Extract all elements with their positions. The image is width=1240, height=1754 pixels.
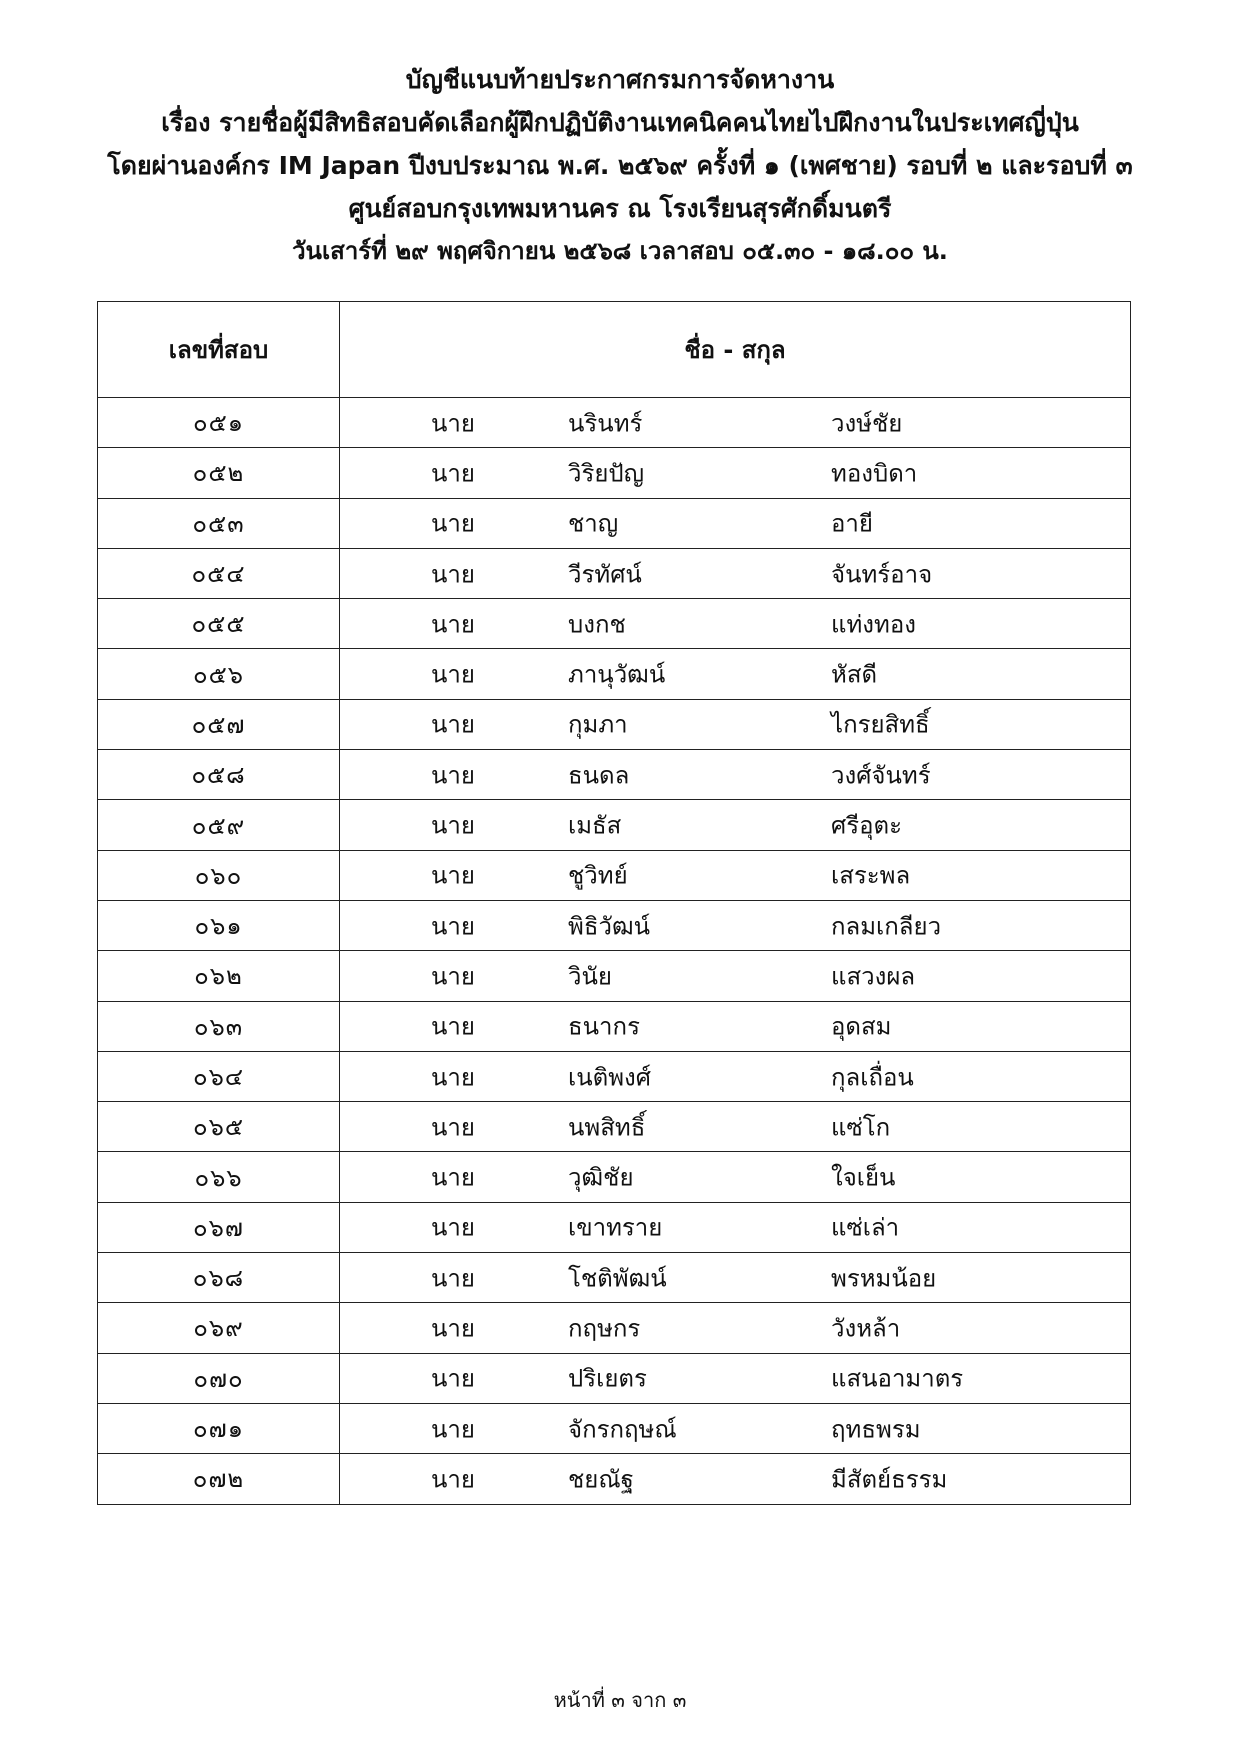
full-name-cell — [340, 548, 1131, 598]
first-name: เขาทราย — [568, 1213, 663, 1242]
last-name: แท่งทอง — [831, 610, 916, 639]
last-name: ใจเย็น — [831, 1163, 896, 1192]
last-name: วงษ์ชัย — [831, 409, 903, 438]
name-prefix: นาย — [431, 811, 475, 840]
full-name-cell — [340, 850, 1131, 900]
name-prefix: นาย — [431, 761, 475, 790]
table-row — [98, 750, 1131, 800]
full-name-cell — [340, 1403, 1131, 1453]
table-header-row — [98, 302, 1131, 398]
table-row — [98, 548, 1131, 598]
exam-number: ๐๕๓ — [98, 498, 340, 548]
name-prefix: นาย — [431, 1465, 475, 1494]
first-name: ชาญ — [568, 509, 619, 538]
first-name: วีรทัศน์ — [568, 560, 642, 589]
table-row — [98, 599, 1131, 649]
name-prefix: นาย — [431, 962, 475, 991]
first-name: ปริเยตร — [568, 1364, 647, 1393]
name-prefix: นาย — [431, 710, 475, 739]
full-name-cell — [340, 1001, 1131, 1051]
full-name-cell — [340, 649, 1131, 699]
full-name-cell — [340, 448, 1131, 498]
first-name: กฤษกร — [568, 1314, 641, 1343]
table-row — [98, 398, 1131, 448]
name-prefix: นาย — [431, 912, 475, 941]
table-row — [98, 1102, 1131, 1152]
exam-number: ๐๕๘ — [98, 750, 340, 800]
exam-number: ๐๕๑ — [98, 398, 340, 448]
document-header — [0, 58, 1240, 273]
name-prefix: นาย — [431, 1364, 475, 1393]
full-name-cell — [340, 599, 1131, 649]
exam-number: ๐๖๖ — [98, 1152, 340, 1202]
full-name-cell — [340, 498, 1131, 548]
exam-number: ๐๕๙ — [98, 800, 340, 850]
last-name: ทองบิดา — [831, 459, 918, 488]
first-name: วุฒิชัย — [568, 1163, 634, 1192]
full-name-cell — [340, 1454, 1131, 1504]
name-prefix: นาย — [431, 1063, 475, 1091]
exam-number: ๐๗๑ — [98, 1403, 340, 1453]
last-name: ไกรยสิทธิ์ — [831, 710, 930, 739]
name-prefix: นาย — [431, 560, 475, 589]
table-row — [98, 1152, 1131, 1202]
first-name: กุมภา — [568, 710, 628, 739]
table-row — [98, 1403, 1131, 1453]
first-name: ธนากร — [568, 1012, 640, 1041]
table-row — [98, 900, 1131, 950]
table-row — [98, 1051, 1131, 1101]
first-name: ภานุวัฒน์ — [568, 660, 666, 689]
table-row — [98, 1353, 1131, 1403]
exam-number: ๐๕๕ — [98, 599, 340, 649]
table-row — [98, 951, 1131, 1001]
header-title: บัญชีแนบท้ายประกาศกรมการจัดหางาน — [405, 65, 835, 94]
exam-number: ๐๗๐ — [98, 1353, 340, 1403]
header-exam-center: ศูนย์สอบกรุงเทพมหานคร ณ โรงเรียนสุรศักดิ์มนตรี — [348, 194, 892, 223]
name-prefix: นาย — [431, 459, 475, 488]
table-row — [98, 699, 1131, 749]
exam-number: ๐๖๐ — [98, 850, 340, 900]
full-name-cell — [340, 1353, 1131, 1403]
exam-number: ๐๖๙ — [98, 1303, 340, 1353]
full-name-cell — [340, 1051, 1131, 1101]
first-name: ธนดล — [568, 761, 630, 790]
last-name: วังหล้า — [831, 1314, 901, 1343]
table-row — [98, 1454, 1131, 1504]
table-row — [98, 800, 1131, 850]
exam-number: ๐๖๔ — [98, 1051, 340, 1101]
table-row — [98, 1253, 1131, 1303]
first-name: ชูวิทย์ — [568, 861, 628, 890]
full-name-cell — [340, 1202, 1131, 1252]
exam-number: ๐๖๕ — [98, 1102, 340, 1152]
last-name: กุลเถื่อน — [831, 1063, 914, 1091]
first-name: ชยณัฐ — [568, 1465, 634, 1494]
first-name: พิธิวัฒน์ — [568, 912, 651, 941]
first-name: จักรกฤษณ์ — [568, 1415, 677, 1444]
name-prefix: นาย — [431, 1113, 475, 1142]
name-prefix: นาย — [431, 1415, 475, 1444]
name-prefix: นาย — [431, 1314, 475, 1343]
exam-number: ๐๖๒ — [98, 951, 340, 1001]
last-name: ฤทธพรม — [831, 1415, 921, 1444]
first-name: เนติพงศ์ — [568, 1063, 651, 1091]
full-name-cell — [340, 1253, 1131, 1303]
header-subject: เรื่อง รายชื่อผู้มีสิทธิสอบคัดเลือกผู้ฝึกปฏิบัติงานเทคนิคคนไทยไปฝึกงานในประเทศญี่ปุ่น — [161, 108, 1079, 137]
table-row — [98, 448, 1131, 498]
name-prefix: นาย — [431, 509, 475, 538]
exam-number: ๐๕๒ — [98, 448, 340, 498]
table-body — [98, 398, 1131, 1505]
name-prefix: นาย — [431, 1213, 475, 1242]
full-name-cell — [340, 951, 1131, 1001]
header-program: โดยผ่านองค์กร IM Japan ปีงบประมาณ พ.ศ. ๒๕๖๙ ครั้งที่ ๑ (เพศชาย) รอบที่ ๒ และรอบที่ ๓ — [107, 151, 1133, 180]
first-name: เมธัส — [568, 811, 622, 840]
name-prefix: นาย — [431, 1264, 475, 1293]
exam-number: ๐๗๒ — [98, 1454, 340, 1504]
exam-number: ๐๕๖ — [98, 649, 340, 699]
column-header-exam-number: เลขที่สอบ — [98, 302, 340, 398]
last-name: อุดสม — [831, 1012, 892, 1041]
full-name-cell — [340, 1102, 1131, 1152]
full-name-cell — [340, 900, 1131, 950]
page-number: หน้าที่ ๓ จาก ๓ — [553, 1688, 687, 1712]
full-name-cell — [340, 800, 1131, 850]
table-row — [98, 850, 1131, 900]
name-prefix: นาย — [431, 861, 475, 890]
exam-number: ๐๕๗ — [98, 699, 340, 749]
full-name-cell — [340, 1303, 1131, 1353]
last-name: ศรีอุตะ — [831, 811, 903, 840]
name-prefix: นาย — [431, 409, 475, 438]
first-name: วินัย — [568, 962, 612, 991]
table-row — [98, 649, 1131, 699]
exam-number: ๐๖๗ — [98, 1202, 340, 1252]
last-name: แสวงผล — [831, 962, 916, 991]
first-name: นรินทร์ — [568, 409, 643, 438]
table-row — [98, 498, 1131, 548]
last-name: พรหมน้อย — [831, 1264, 937, 1293]
name-prefix: นาย — [431, 660, 475, 689]
table-row — [98, 1001, 1131, 1051]
full-name-cell — [340, 699, 1131, 749]
name-prefix: นาย — [431, 610, 475, 639]
exam-number: ๐๕๔ — [98, 548, 340, 598]
name-prefix: นาย — [431, 1163, 475, 1192]
full-name-cell — [340, 750, 1131, 800]
first-name: นพสิทธิ์ — [568, 1113, 646, 1142]
first-name: วิริยปัญ — [568, 459, 645, 488]
last-name: แสนอามาตร — [831, 1364, 964, 1393]
table-row — [98, 1303, 1131, 1353]
column-header-full-name: ชื่อ - สกุล — [340, 302, 1131, 398]
exam-number: ๐๖๘ — [98, 1253, 340, 1303]
exam-number: ๐๖๑ — [98, 900, 340, 950]
exam-number: ๐๖๓ — [98, 1001, 340, 1051]
table-row — [98, 1202, 1131, 1252]
last-name: อายี — [831, 509, 873, 538]
last-name: แซ่โก — [831, 1113, 891, 1142]
last-name: วงศ์จันทร์ — [831, 761, 931, 790]
full-name-cell — [340, 398, 1131, 448]
first-name: บงกช — [568, 610, 626, 639]
last-name: เสระพล — [831, 861, 911, 890]
last-name: กลมเกลียว — [831, 912, 942, 941]
name-prefix: นาย — [431, 1012, 475, 1041]
last-name: มีสัตย์ธรรม — [831, 1465, 948, 1494]
full-name-cell — [340, 1152, 1131, 1202]
last-name: แซ่เล่า — [831, 1213, 900, 1242]
first-name: โชติพัฒน์ — [568, 1264, 667, 1293]
candidate-table — [97, 301, 1131, 1505]
last-name: หัสดี — [831, 660, 878, 689]
header-exam-date: วันเสาร์ที่ ๒๙ พฤศจิกายน ๒๕๖๘ เวลาสอบ ๐๕.๓๐ - ๑๘.๐๐ น. — [292, 237, 948, 265]
last-name: จันทร์อาจ — [831, 560, 933, 589]
